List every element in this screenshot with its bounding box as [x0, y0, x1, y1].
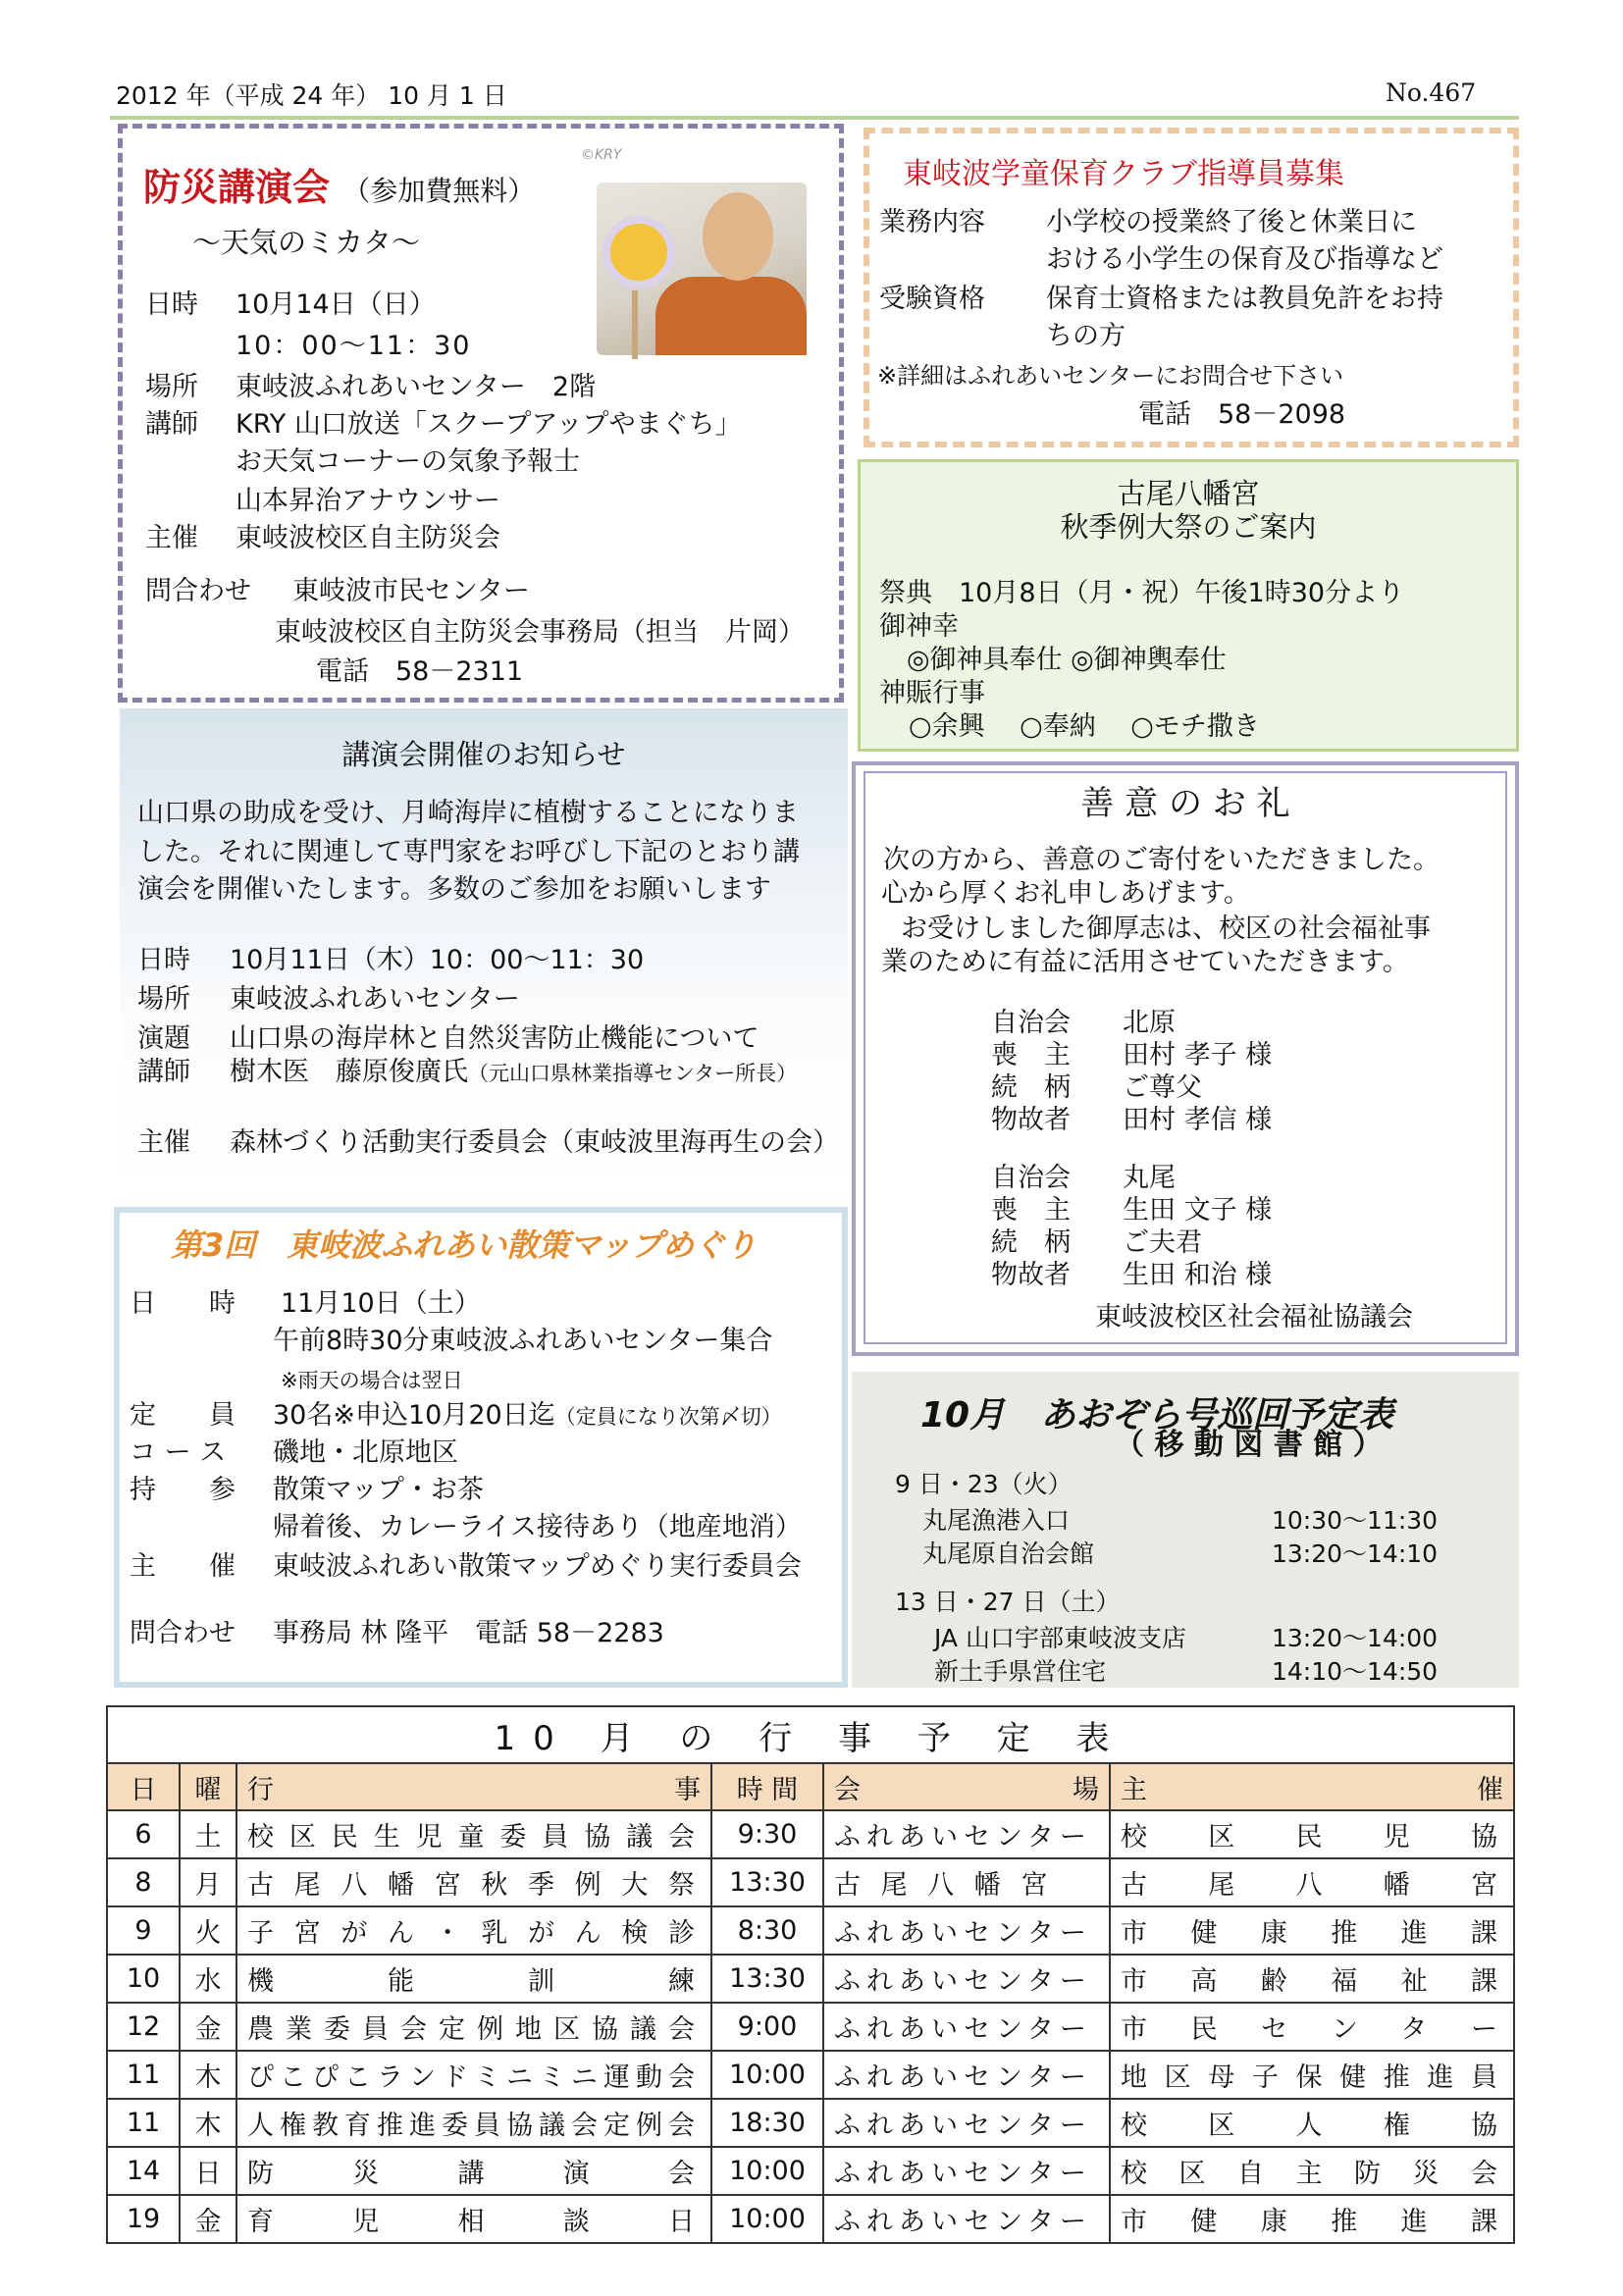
event-time: 13:30 [711, 1858, 823, 1906]
donor-value: ご夫君 [1123, 1227, 1202, 1258]
event-venue: ふれあいセンター [823, 1810, 1110, 1858]
lecture-subtitle: ～天気のミカタ～ [192, 226, 421, 259]
event-row [107, 2099, 1514, 2147]
col-dow: 曜 [180, 1763, 236, 1810]
lecture-row-value: 山本昇治アナウンサー [236, 486, 500, 516]
library-time: 13:20～14:00 [1272, 1624, 1439, 1652]
walk-course: 磯地・北原地区 [273, 1437, 458, 1468]
festival-line-1: 祭典 10月8日（月・祝）午後1時30分より [879, 578, 1405, 608]
event-day: 11 [107, 2099, 180, 2147]
event-host: 市健康推進課 [1110, 2195, 1514, 2243]
donor-label: 続 柄 [991, 1072, 1071, 1103]
event-dow: 木 [180, 2051, 236, 2099]
walk-date: 11月10日（土） [281, 1288, 481, 1319]
library-date-1: 9 日・23（火） [895, 1470, 1073, 1498]
event-dow: 月 [180, 1858, 236, 1906]
library-title: 10月 あおぞら号巡回予定表 [920, 1395, 1394, 1435]
library-time: 14:10～14:50 [1272, 1657, 1439, 1686]
event-day: 14 [107, 2147, 180, 2195]
event-time: 10:00 [711, 2051, 823, 2099]
events-table-title: 10 月 の 行 事 予 定 表 [107, 1706, 1514, 1763]
walk-capacity: 30名※申込10月20日迄（定員になり次第〆切） [273, 1400, 782, 1431]
festival-line-2: 御神幸 [879, 611, 959, 642]
recruit-note: ※詳細はふれあいセンターにお問合せ下さい [877, 362, 1344, 390]
event-day: 6 [107, 1810, 180, 1858]
festival-title-1: 古尾八幡宮 [1117, 477, 1260, 510]
event-time: 13:30 [711, 1955, 823, 2003]
donor-value: 北原 [1123, 1008, 1176, 1038]
donor-label: 物故者 [991, 1260, 1071, 1290]
donor-label: 物故者 [991, 1105, 1071, 1135]
walk-date-label: 日 時 [130, 1288, 236, 1319]
event-event: 古尾八幡宮秋季例大祭 [236, 1858, 711, 1906]
library-subtitle: （ 移 動 図 書 館 ） [1115, 1428, 1383, 1462]
event-venue: ふれあいセンター [823, 2051, 1110, 2099]
job-desc-1: 小学校の授業終了後と休業日に [1046, 207, 1417, 237]
lecture-contact-1: 東岐波市民センター [292, 576, 530, 606]
sun-sign-icon [602, 216, 675, 288]
donor-label: 喪 主 [991, 1040, 1071, 1070]
festival-line-4: 神賑行事 [879, 678, 985, 708]
qual-desc-2: ちの方 [1046, 321, 1126, 351]
thanks-title: 善 意 の お 礼 [1080, 784, 1290, 823]
thanks-para-4: 業のために有益に活用させていただきます。 [881, 947, 1409, 977]
lecture-row-value: 10：00～11：30 [236, 331, 472, 361]
donor-label: 喪 主 [991, 1195, 1071, 1226]
recruit-title: 東岐波学童保育クラブ指導員募集 [903, 157, 1344, 191]
col-venue: 会 場 [823, 1763, 1110, 1810]
thanks-para-2: 心から厚くお礼申しあげます。 [881, 878, 1250, 909]
walk-course-label: コ ー ス [130, 1437, 227, 1468]
walk-contact: 事務局 林 隆平 電話 58－2283 [273, 1618, 664, 1648]
event-host: 校 区 人 権 協 [1110, 2099, 1514, 2147]
event-event: 校区民生児童委員協議会 [236, 1810, 711, 1858]
lecture-contact-label: 問合わせ [145, 576, 251, 606]
event-host: 市高齢福祉課 [1110, 1955, 1514, 2003]
event-venue: ふれあいセンター [823, 2195, 1110, 2243]
event-day: 11 [107, 2051, 180, 2099]
walk-date-3: ※雨天の場合は翌日 [281, 1369, 463, 1392]
job-desc-2: おける小学生の保育及び指導など [1046, 244, 1443, 275]
event-event: 人権教育推進委員協議会定例会 [236, 2099, 711, 2147]
event-row [107, 1858, 1514, 1906]
walk-cap-label: 定 員 [130, 1400, 236, 1431]
walk-cap-note: （定員になり次第〆切） [554, 1405, 782, 1429]
col-time: 時 間 [711, 1763, 823, 1810]
event-day: 9 [107, 1906, 180, 1955]
notice-row-label: 日時 [137, 945, 190, 975]
event-time: 9:30 [711, 1810, 823, 1858]
notice-host-label: 主催 [137, 1127, 190, 1158]
donor-label: 自治会 [991, 1163, 1071, 1193]
event-time: 10:00 [711, 2195, 823, 2243]
recruit-phone: 電話 58－2098 [1138, 399, 1346, 430]
announcer-photo-body [655, 277, 807, 355]
donor-value: 田村 孝子 様 [1123, 1040, 1273, 1070]
col-day: 日 [107, 1763, 180, 1810]
event-dow: 金 [180, 2003, 236, 2051]
event-day: 19 [107, 2195, 180, 2243]
event-day: 8 [107, 1858, 180, 1906]
event-dow: 金 [180, 2195, 236, 2243]
notice-para-1: 山口県の助成を受け、月崎海岸に植樹することになりま [137, 798, 799, 828]
event-host: 古 尾 八 幡 宮 [1110, 1858, 1514, 1906]
thanks-para-3: お受けしました御厚志は、校区の社会福祉事 [901, 913, 1431, 944]
notice-row-label: 演題 [137, 1023, 190, 1054]
event-row [107, 1955, 1514, 2003]
event-row [107, 2147, 1514, 2195]
lecture-row-value: 10月14日（日） [236, 289, 436, 320]
event-dow: 土 [180, 1810, 236, 1858]
event-dow: 日 [180, 2147, 236, 2195]
walk-host-label: 主 催 [130, 1551, 236, 1582]
events-table-header [107, 1763, 1514, 1810]
event-row [107, 2195, 1514, 2243]
walk-bring: 散策マップ・お茶 [273, 1475, 484, 1505]
donor-value: ご尊父 [1123, 1072, 1202, 1103]
donor-value: 丸尾 [1123, 1163, 1176, 1193]
map-walk-title: 第3回 東岐波ふれあい散策マップめぐり [171, 1226, 757, 1264]
festival-title-2: 秋季例大祭のご案内 [1060, 510, 1317, 544]
festival-line-5: ○余興 ○奉納 ○モチ撒き [909, 711, 1260, 742]
library-time: 10:30～11:30 [1272, 1506, 1439, 1535]
event-venue: ふれあいセンター [823, 2147, 1110, 2195]
library-stop: JA 山口宇部東岐波支店 [934, 1624, 1186, 1652]
disaster-lecture-title: 防災講演会 （参加費無料） [143, 166, 536, 209]
event-time: 9:00 [711, 2003, 823, 2051]
issue-number: No.467 [1386, 78, 1477, 107]
notice-title: 講演会開催のお知らせ [341, 738, 626, 771]
walk-contact-label: 問合わせ [130, 1618, 236, 1648]
event-event: 子宮がん・乳がん検診 [236, 1906, 711, 1955]
donor-value: 生田 文子 様 [1123, 1195, 1273, 1226]
walk-bring-label: 持 参 [130, 1475, 236, 1505]
library-time: 13:20～14:10 [1272, 1539, 1439, 1568]
issue-date: 2012 年（平成 24 年） 10 月 1 日 [116, 81, 507, 110]
notice-para-2: した。それに関連して専門家をお呼びし下記のとおり講 [137, 837, 800, 867]
lecture-row-value: お天気コーナーの気象予報士 [236, 446, 580, 477]
event-time: 10:00 [711, 2147, 823, 2195]
lecture-row-label: 主催 [145, 523, 198, 553]
qual-label: 受験資格 [879, 284, 985, 314]
library-stop: 新土手県営住宅 [934, 1657, 1107, 1686]
event-venue: 古 尾 八 幡 宮 [823, 1858, 1110, 1906]
notice-lecturer: 樹木医 藤原俊廣氏（元山口県林業指導センター所長） [230, 1057, 798, 1087]
event-venue: ふれあいセンター [823, 1955, 1110, 2003]
event-dow: 火 [180, 1906, 236, 1955]
event-row [107, 2051, 1514, 2099]
header-rule [110, 116, 1519, 120]
event-time: 8:30 [711, 1906, 823, 1955]
notice-row-value: 山口県の海岸林と自然災害防止機能について [230, 1023, 759, 1054]
event-row [107, 2003, 1514, 2051]
col-host: 主 催 [1110, 1763, 1514, 1810]
event-host: 市民センター [1110, 2003, 1514, 2051]
walk-host: 東岐波ふれあい散策マップめぐり実行委員会 [273, 1551, 802, 1582]
event-event: ぴこぴこランドミニミニ運動会 [236, 2051, 711, 2099]
lecture-row-label: 日時 [145, 289, 198, 320]
lecture-contact-2: 東岐波校区自主防災会事務局（担当 片岡） [275, 617, 805, 648]
event-day: 12 [107, 2003, 180, 2051]
festival-line-3: ◎御神具奉仕 ◎御神輿奉仕 [907, 645, 1227, 675]
notice-row-value: 東岐波ふれあいセンター [230, 984, 520, 1015]
event-event: 農業委員会定例地区協議会 [236, 2003, 711, 2051]
event-time: 18:30 [711, 2099, 823, 2147]
donor-label: 自治会 [991, 1008, 1071, 1038]
lecture-row-label: 講師 [145, 409, 198, 440]
sun-sign-stick [632, 290, 638, 359]
event-day: 10 [107, 1955, 180, 2003]
event-venue: ふれあいセンター [823, 2099, 1110, 2147]
event-venue: ふれあいセンター [823, 2003, 1110, 2051]
events-table [106, 1705, 1515, 2244]
event-event: 育 児 相 談 日 [236, 2195, 711, 2243]
library-stop: 丸尾原自治会館 [922, 1539, 1095, 1568]
lecture-fee: （参加費無料） [342, 175, 536, 207]
thanks-para-1: 次の方から、善意のご寄付をいただきました。 [883, 845, 1440, 875]
thanks-signature: 東岐波校区社会福祉協議会 [1095, 1302, 1413, 1332]
event-row [107, 1906, 1514, 1955]
walk-bring-2: 帰着後、カレーライス接待あり（地産地消） [273, 1512, 802, 1542]
event-host: 校 区 民 児 協 [1110, 1810, 1514, 1858]
event-host: 地区母子保健推進員 [1110, 2051, 1514, 2099]
donor-value: 田村 孝信 様 [1123, 1105, 1273, 1135]
qual-desc-1: 保育士資格または教員免許をお持 [1046, 284, 1443, 314]
event-host: 校区自主防災会 [1110, 2147, 1514, 2195]
event-dow: 木 [180, 2099, 236, 2147]
announcer-photo-face [703, 192, 773, 281]
lecture-row-value: 東岐波ふれあいセンター 2階 [236, 372, 597, 402]
event-dow: 水 [180, 1955, 236, 2003]
library-date-2: 13 日・27 日（土） [895, 1588, 1121, 1616]
notice-lecturer-label: 講師 [137, 1057, 190, 1087]
donor-value: 生田 和治 様 [1123, 1260, 1273, 1290]
event-venue: ふれあいセンター [823, 1906, 1110, 1955]
event-event: 防 災 講 演 会 [236, 2147, 711, 2195]
event-host: 市健康推進課 [1110, 1906, 1514, 1955]
event-row [107, 1810, 1514, 1858]
notice-host: 森林づくり活動実行委員会（東岐波里海再生の会） [230, 1127, 839, 1158]
notice-row-value: 10月11日（木）10：00～11：30 [230, 945, 645, 975]
walk-date-2: 午前8時30分東岐波ふれあいセンター集合 [273, 1326, 773, 1356]
notice-para-3: 演会を開催いたします。多数のご参加をお願いします [137, 874, 771, 905]
notice-row-label: 場所 [137, 984, 190, 1015]
donor-label: 続 柄 [991, 1227, 1071, 1258]
library-stop: 丸尾漁港入口 [922, 1506, 1071, 1535]
photo-credit: ©KRY [581, 147, 622, 163]
event-event: 機 能 訓 練 [236, 1955, 711, 2003]
lecture-row-value: 東岐波校区自主防災会 [236, 523, 500, 553]
lecture-contact-phone: 電話 58－2311 [316, 656, 524, 687]
job-label: 業務内容 [879, 207, 985, 237]
col-event: 行 事 [236, 1763, 711, 1810]
lecture-row-value: KRY 山口放送「スクープアップやまぐち」 [236, 409, 742, 440]
lecture-row-label: 場所 [145, 372, 198, 402]
notice-lecturer-note: （元山口県林業指導センター所長） [468, 1062, 798, 1085]
